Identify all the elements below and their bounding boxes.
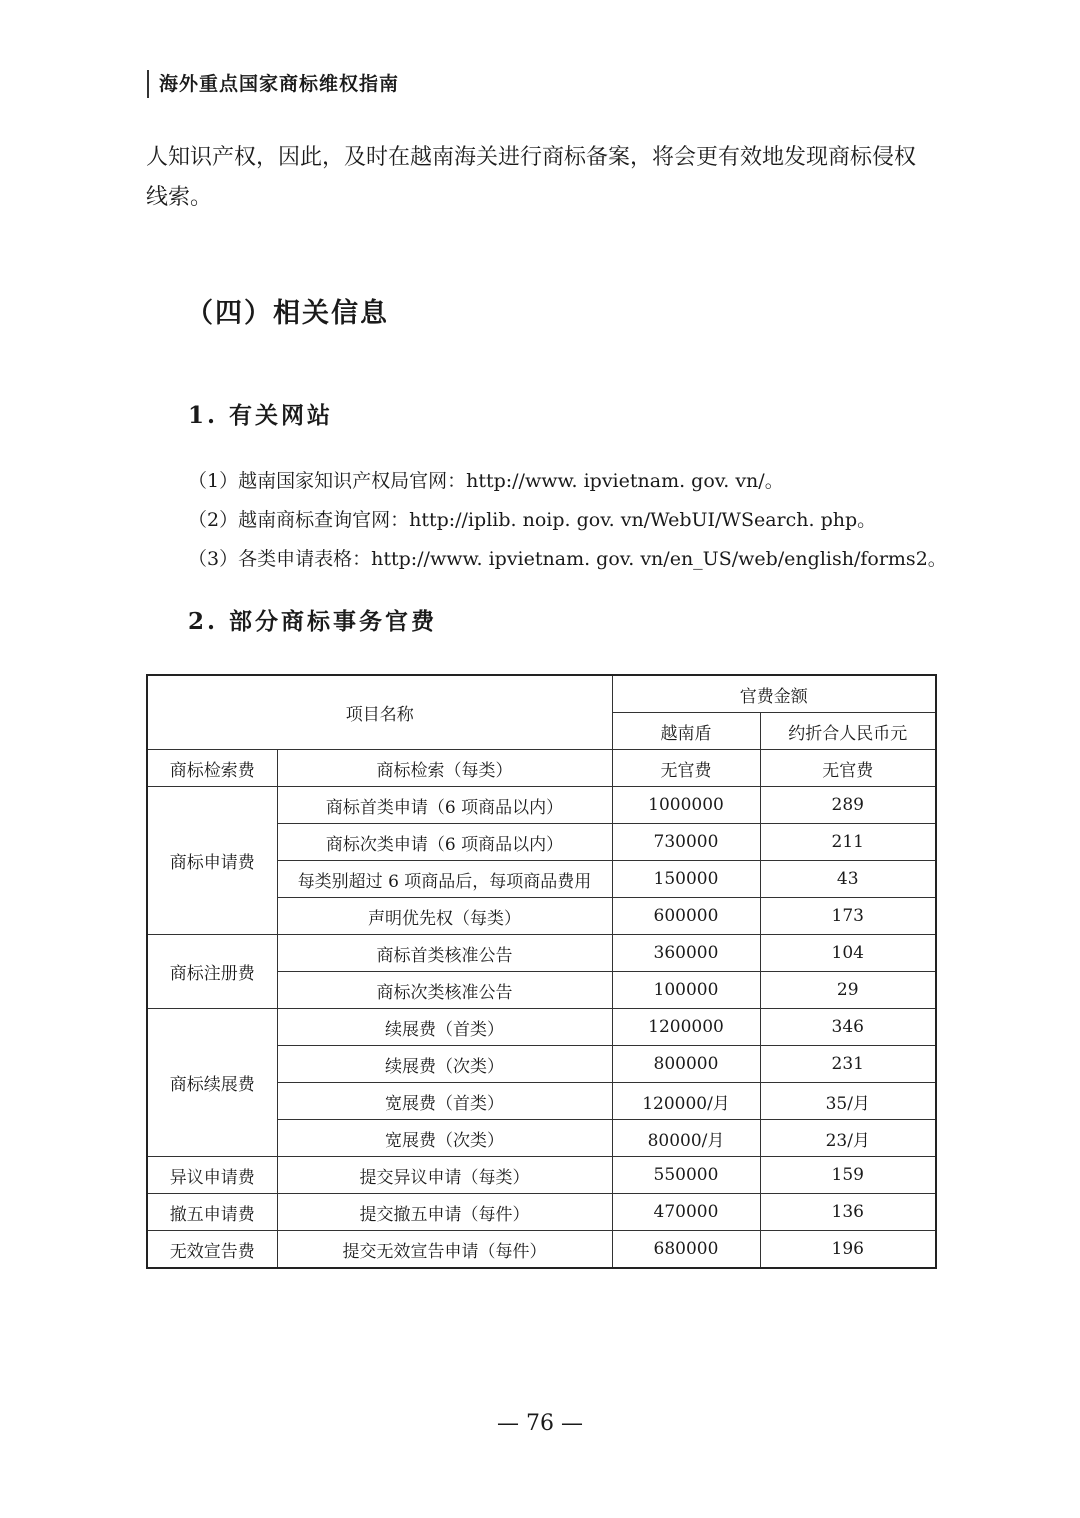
fee-table xyxy=(146,674,937,1269)
fee-category: 无效宣告费 xyxy=(147,1231,277,1269)
running-header: 海外重点国家商标维权指南 xyxy=(147,70,399,98)
table-row xyxy=(147,1157,936,1194)
table-row xyxy=(147,1009,936,1046)
websites-list xyxy=(188,462,948,579)
fee-category: 商标检索费 xyxy=(147,750,277,787)
fee-item: 续展费（首类） xyxy=(277,1009,612,1046)
fee-rmb: 211 xyxy=(760,824,936,861)
fee-vnd: 600000 xyxy=(612,898,760,935)
fee-item: 每类别超过 6 项商品后，每项商品费用 xyxy=(277,861,612,898)
header-item-name: 项目名称 xyxy=(147,675,612,750)
table-row xyxy=(147,787,936,824)
fee-item: 宽展费（首类） xyxy=(277,1083,612,1120)
fee-rmb: 346 xyxy=(760,1009,936,1046)
fee-vnd: 无官费 xyxy=(612,750,760,787)
fee-rmb: 43 xyxy=(760,861,936,898)
fee-vnd: 1200000 xyxy=(612,1009,760,1046)
body-paragraph: 人知识产权，因此，及时在越南海关进行商标备案，将会更有效地发现商标侵权线索。 xyxy=(146,145,917,210)
fee-item: 续展费（次类） xyxy=(277,1046,612,1083)
fee-item: 提交异议申请（每类） xyxy=(277,1157,612,1194)
table-row xyxy=(147,935,936,972)
fee-item: 提交撤五申请（每件） xyxy=(277,1194,612,1231)
fee-vnd: 550000 xyxy=(612,1157,760,1194)
fees-heading: 2. 部分商标事务官费 xyxy=(188,608,438,635)
website-item: （3）各类申请表格：http://www. ipvietnam. gov. vn/en_US/web/english/forms2。 xyxy=(188,548,947,570)
fee-vnd: 470000 xyxy=(612,1194,760,1231)
header-rmb: 约折合人民币元 xyxy=(760,713,936,750)
website-item: （1）越南国家知识产权局官网：http://www. ipvietnam. gov. vn/。 xyxy=(188,470,784,492)
section-heading: （四）相关信息 xyxy=(186,298,389,329)
fee-vnd: 730000 xyxy=(612,824,760,861)
fee-rmb: 136 xyxy=(760,1194,936,1231)
fee-vnd: 80000/月 xyxy=(612,1120,760,1157)
header-official-fee: 官费金额 xyxy=(612,675,936,713)
fee-rmb: 196 xyxy=(760,1231,936,1269)
fee-item: 商标检索（每类） xyxy=(277,750,612,787)
fee-table-body xyxy=(147,750,936,1269)
fee-item: 声明优先权（每类） xyxy=(277,898,612,935)
fee-category: 商标申请费 xyxy=(147,787,277,935)
fee-rmb: 289 xyxy=(760,787,936,824)
website-item: （2）越南商标查询官网：http://iplib. noip. gov. vn/WebUI/WSearch. php。 xyxy=(188,509,877,531)
fee-rmb: 29 xyxy=(760,972,936,1009)
header-vnd: 越南盾 xyxy=(612,713,760,750)
fee-item: 提交无效宣告申请（每件） xyxy=(277,1231,612,1269)
fee-vnd: 800000 xyxy=(612,1046,760,1083)
fee-rmb: 无官费 xyxy=(760,750,936,787)
fee-category: 商标注册费 xyxy=(147,935,277,1009)
fee-vnd: 360000 xyxy=(612,935,760,972)
page-number: — 76 — xyxy=(497,1411,583,1436)
fee-item: 宽展费（次类） xyxy=(277,1120,612,1157)
fee-category: 撤五申请费 xyxy=(147,1194,277,1231)
fee-vnd: 680000 xyxy=(612,1231,760,1269)
table-row xyxy=(147,1231,936,1269)
fee-rmb: 159 xyxy=(760,1157,936,1194)
fee-vnd: 1000000 xyxy=(612,787,760,824)
fee-vnd: 150000 xyxy=(612,861,760,898)
fee-rmb: 173 xyxy=(760,898,936,935)
fee-vnd: 120000/月 xyxy=(612,1083,760,1120)
table-row xyxy=(147,750,936,787)
fee-rmb: 231 xyxy=(760,1046,936,1083)
fee-item: 商标次类申请（6 项商品以内） xyxy=(277,824,612,861)
fee-rmb: 104 xyxy=(760,935,936,972)
fee-item: 商标首类核准公告 xyxy=(277,935,612,972)
fee-item: 商标首类申请（6 项商品以内） xyxy=(277,787,612,824)
fee-item: 商标次类核准公告 xyxy=(277,972,612,1009)
fee-category: 商标续展费 xyxy=(147,1009,277,1157)
fee-rmb: 35/月 xyxy=(760,1083,936,1120)
websites-heading: 1. 有关网站 xyxy=(188,402,334,429)
table-row xyxy=(147,1194,936,1231)
fee-rmb: 23/月 xyxy=(760,1120,936,1157)
fee-vnd: 100000 xyxy=(612,972,760,1009)
fee-category: 异议申请费 xyxy=(147,1157,277,1194)
